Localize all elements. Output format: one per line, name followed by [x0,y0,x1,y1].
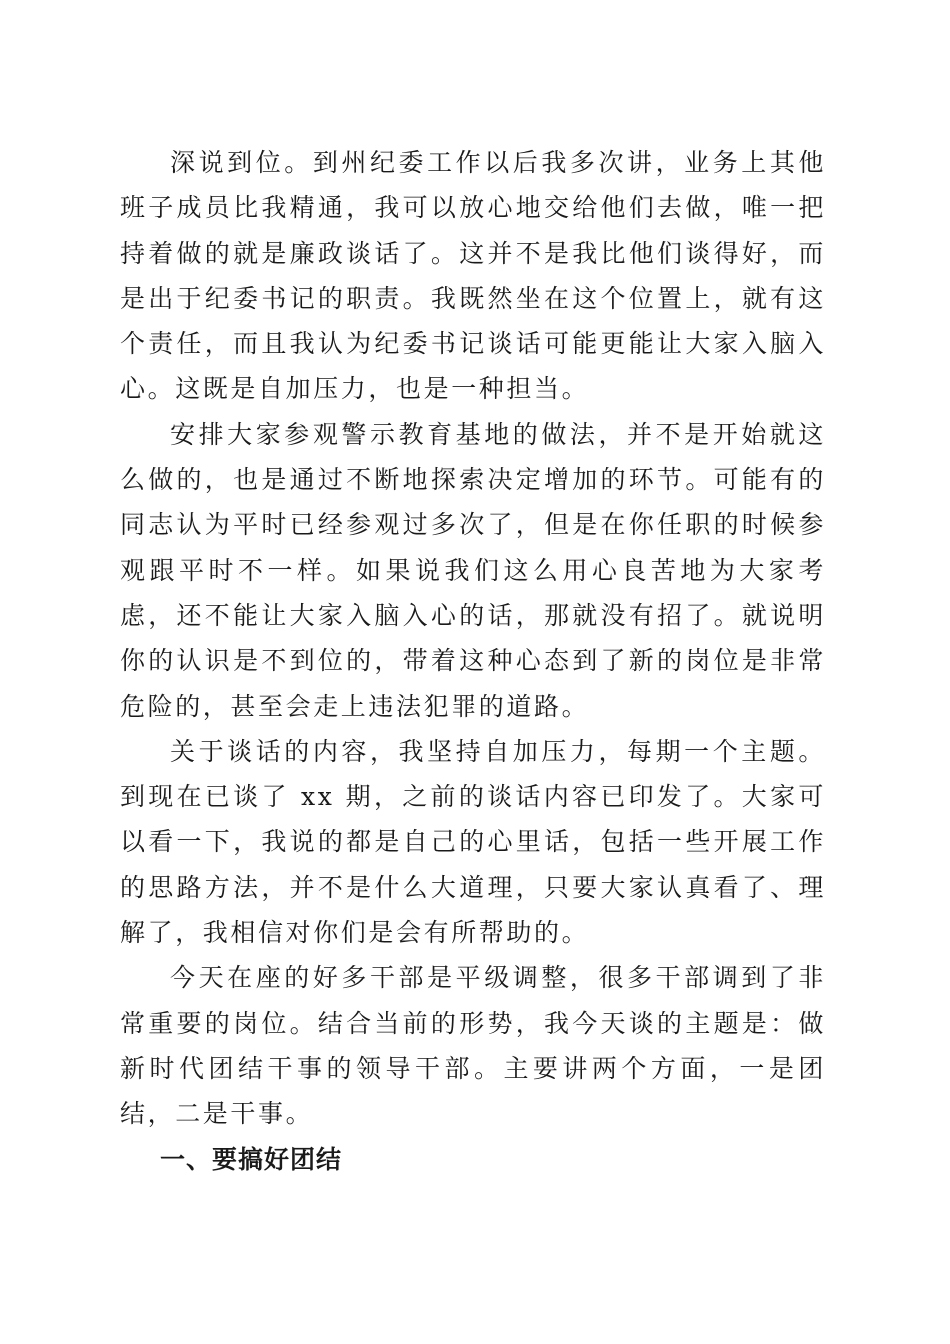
section-heading: 一、要搞好团结 [160,1144,343,1174]
paragraph-1: 深说到位。到州纪委工作以后我多次讲，业务上其他班子成员比我精通，我可以放心地交给他们去做，唯一把持着做的就是廉政谈话了。这并不是我比他们谈得好，而是出于纪委书记的职责。我既然坐在这个位置上，就有这个责任，而且我认为纪委书记谈话可能更能让大家入脑入心。这既是自加压力，也是一种担当。 [120,148,826,404]
paragraph-3: 关于谈话的内容，我坚持自加压力，每期一个主题。到现在已谈了 xx 期，之前的谈话内容已印发了。大家可以看一下，我说的都是自己的心里话，包括一些开展工作的思路方法，并不是什么大道理，只要大家认真看了、理解了，我相信对你们是会有所帮助的。 [120,736,826,948]
paragraph-2: 安排大家参观警示教育基地的做法，并不是开始就这么做的，也是通过不断地探索决定增加的环节。可能有的同志认为平时已经参观过多次了，但是在你任职的时候参观跟平时不一样。如果说我们这么用心良苦地为大家考虑，还不能让大家入脑入心的话，那就没有招了。就说明你的认识是不到位的，带着这种心态到了新的岗位是非常危险的，甚至会走上违法犯罪的道路。 [120,419,826,721]
document-body [120,140,826,1182]
paragraph-4: 今天在座的好多干部是平级调整，很多干部调到了非常重要的岗位。结合当前的形势，我今天谈的主题是：做新时代团结干事的领导干部。主要讲两个方面，一是团结，二是干事。 [120,963,826,1129]
